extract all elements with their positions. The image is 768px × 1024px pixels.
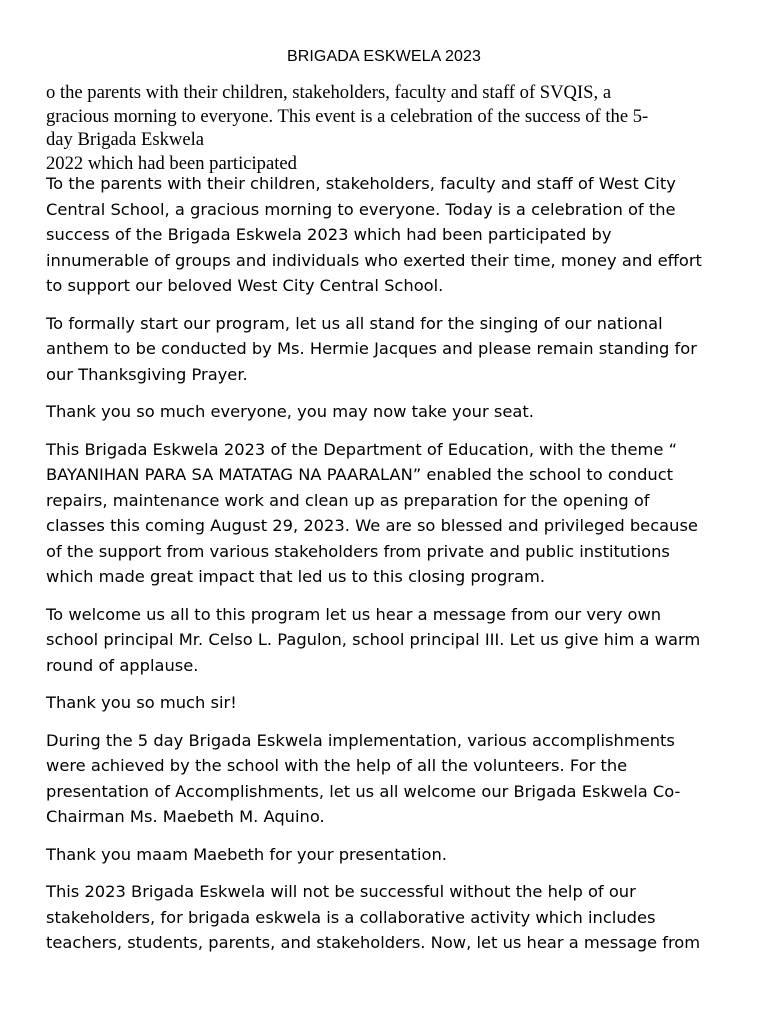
paragraph-thanks-seat [46, 399, 726, 425]
paragraph-anthem [46, 311, 726, 388]
text-line: success of the Brigada Eskwela 2023 which had been participated by [46, 225, 612, 244]
fragment-text [46, 81, 722, 175]
paragraph-stakeholders [46, 879, 726, 956]
text-line: To welcome us all to this program let us hear a message from our very own [46, 604, 662, 624]
text-line: of the support from various stakeholders from private and public institutions [46, 541, 670, 561]
text-line: innumerable of groups and individuals who exerted their time, money and effort [46, 250, 702, 270]
text-line: anthem to be conducted by Ms. Hermie Jacques and please remain standing for [46, 339, 697, 358]
text-line: Thank you so much everyone, you may now take your seat. [46, 402, 534, 421]
fragment-line: o the parents with their children, stakeholders, faculty and staff of SVQIS, a [46, 82, 612, 103]
text-line: To formally start our program, let us all stand for the singing of our national [46, 313, 663, 333]
paragraph-accomplishments [46, 728, 726, 830]
text-line: Chairman Ms. Maebeth M. Aquino. [46, 807, 325, 826]
text-line: This Brigada Eskwela 2023 of the Department of Education, with the theme “ [46, 439, 678, 459]
paragraph-theme [46, 437, 726, 590]
text-line: which made great impact that led us to this closing program. [46, 567, 546, 586]
text-line: Central School, a gracious morning to everyone. Today is a celebration of the [46, 199, 676, 219]
text-line: BAYANIHAN PARA SA MATATAG NA PAARALAN” enabled the school to conduct [46, 465, 674, 484]
document-body [46, 171, 726, 968]
document-title: BRIGADA ESKWELA 2023 [286, 48, 482, 65]
text-line: to support our beloved West City Central School. [46, 276, 444, 295]
text-line: presentation of Accomplishments, let us all welcome our Brigada Eskwela Co- [46, 781, 681, 801]
text-line: Thank you so much sir! [46, 693, 237, 712]
fragment-line: 2022 which had been participated [46, 152, 297, 174]
text-line: stakeholders, for brigada eskwela is a collaborative activity which includes [46, 907, 656, 927]
fragment-line: gracious morning to everyone. This event is a celebration of the success of the 5- [46, 105, 649, 127]
text-line: were achieved by the school with the help of all the volunteers. For the [46, 756, 628, 775]
text-line: round of applause. [46, 655, 199, 675]
text-line: During the 5 day Brigada Eskwela implementation, various accomplishments [46, 730, 675, 750]
text-line: our Thanksgiving Prayer. [46, 364, 248, 384]
text-line: school principal Mr. Celso L. Pagulon, school principal III. Let us give him a warm [46, 630, 701, 649]
paragraph-opening [46, 171, 726, 299]
paragraph-principal [46, 602, 726, 679]
text-line: This 2023 Brigada Eskwela will not be successful without the help of our [46, 882, 636, 901]
text-line: classes this coming August 29, 2023. We are so blessed and privileged because [46, 516, 698, 535]
paragraph-thanks-sir [46, 690, 726, 716]
text-line: To the parents with their children, stakeholders, faculty and staff of West City [46, 174, 676, 193]
paragraph-thanks-maam [46, 842, 726, 868]
text-line: Thank you maam Maebeth for your presentation. [46, 844, 447, 864]
text-line: teachers, students, parents, and stakeholders. Now, let us hear a message from [46, 933, 701, 952]
fragment-line: day Brigada Eskwela [46, 129, 204, 150]
text-line: repairs, maintenance work and clean up as preparation for the opening of [46, 490, 650, 510]
